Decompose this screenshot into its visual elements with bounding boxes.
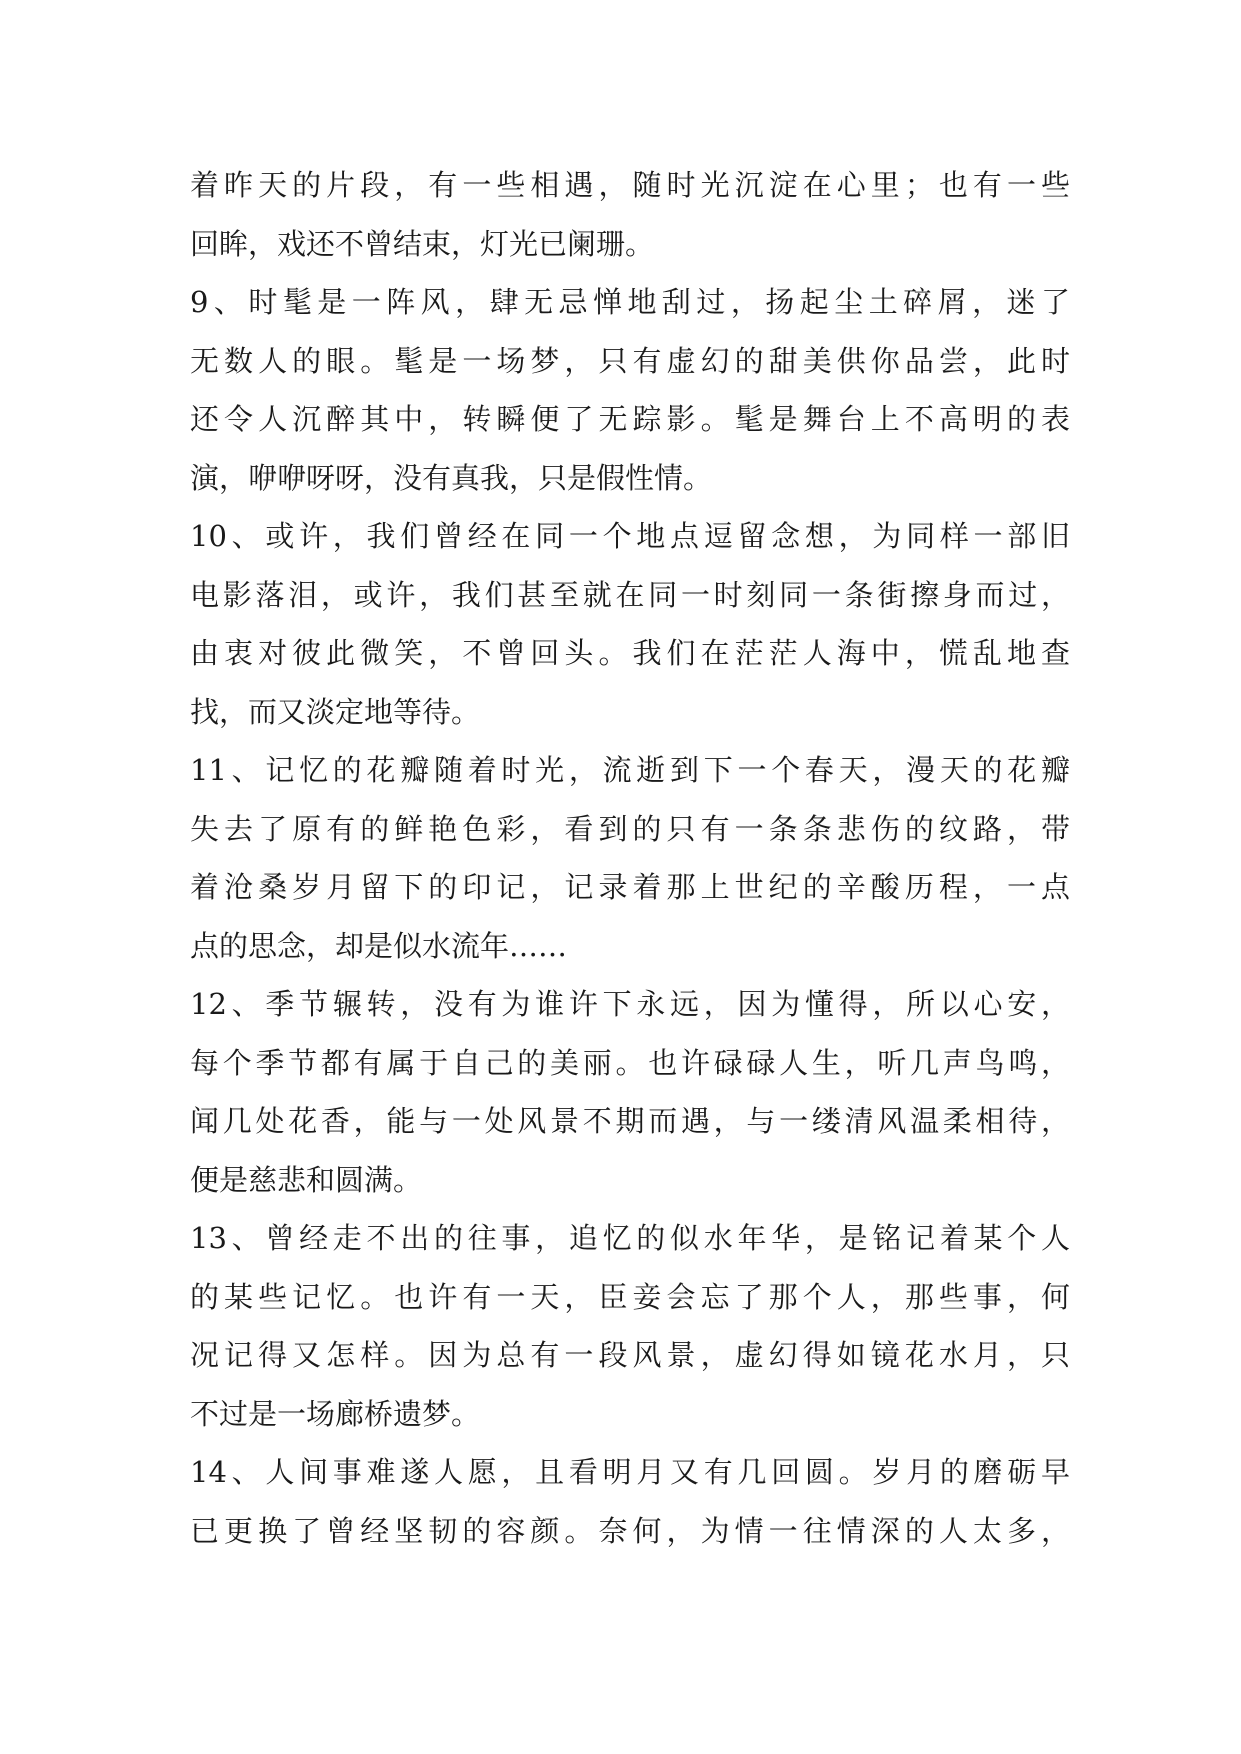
text-line: 闻几处花香，能与一处风景不期而遇，与一缕清风温柔相待， — [190, 1104, 1070, 1138]
text-line: 的某些记忆。也许有一天，臣妾会忘了那个人，那些事，何 — [190, 1279, 1070, 1314]
text-line: 11、记忆的花瓣随着时光，流逝到下一个春天，漫天的花瓣 — [190, 753, 1070, 787]
text-line: 不过是一场廊桥遗梦。 — [190, 1396, 481, 1431]
text-line: 每个季节都有属于自己的美丽。也许碌碌人生，听几声鸟鸣， — [190, 1045, 1070, 1080]
text-line: 找，而又淡定地等待。 — [190, 694, 481, 729]
text-line: 10、或许，我们曾经在同一个地点逗留念想，为同样一部旧 — [190, 519, 1070, 553]
text-line: 况记得又怎样。因为总有一段风景，虚幻得如镜花水月，只 — [190, 1338, 1070, 1372]
text-line: 回眸，戏还不曾结束，灯光已阑珊。 — [190, 226, 655, 261]
text-line: 12、季节辗转，没有为谁许下永远，因为懂得，所以心安， — [190, 987, 1070, 1021]
text-line: 14、人间事难遂人愿，且看明月又有几回圆。岁月的磨砺早 — [190, 1455, 1070, 1489]
text-line: 着昨天的片段，有一些相遇，随时光沉淀在心里；也有一些 — [190, 168, 1070, 202]
text-line: 失去了原有的鲜艳色彩，看到的只有一条条悲伤的纹路，带 — [190, 811, 1070, 846]
text-line: 便是慈悲和圆满。 — [190, 1162, 423, 1197]
text-line: 无数人的眼。髦是一场梦，只有虚幻的甜美供你品尝，此时 — [190, 343, 1070, 378]
document-body — [190, 156, 1070, 1560]
text-line: 13、曾经走不出的往事，追忆的似水年华，是铭记着某个人 — [190, 1221, 1070, 1255]
text-line: 由衷对彼此微笑，不曾回头。我们在茫茫人海中，慌乱地查 — [190, 636, 1070, 670]
text-line: 演，咿咿呀呀，没有真我，只是假性情。 — [190, 460, 713, 495]
text-line: 已更换了曾经坚韧的容颜。奈何，为情一往情深的人太多， — [190, 1513, 1070, 1548]
text-line: 9、时髦是一阵风，肆无忌惮地刮过，扬起尘土碎屑，迷了 — [190, 285, 1070, 319]
text-line: 着沧桑岁月留下的印记，记录着那上世纪的辛酸历程，一点 — [190, 870, 1070, 904]
text-line: 点的思念，却是似水流年…… — [190, 928, 568, 963]
text-line: 还令人沉醉其中，转瞬便了无踪影。髦是舞台上不高明的表 — [190, 402, 1070, 436]
text-line: 电影落泪，或许，我们甚至就在同一时刻同一条街擦身而过， — [190, 577, 1070, 612]
